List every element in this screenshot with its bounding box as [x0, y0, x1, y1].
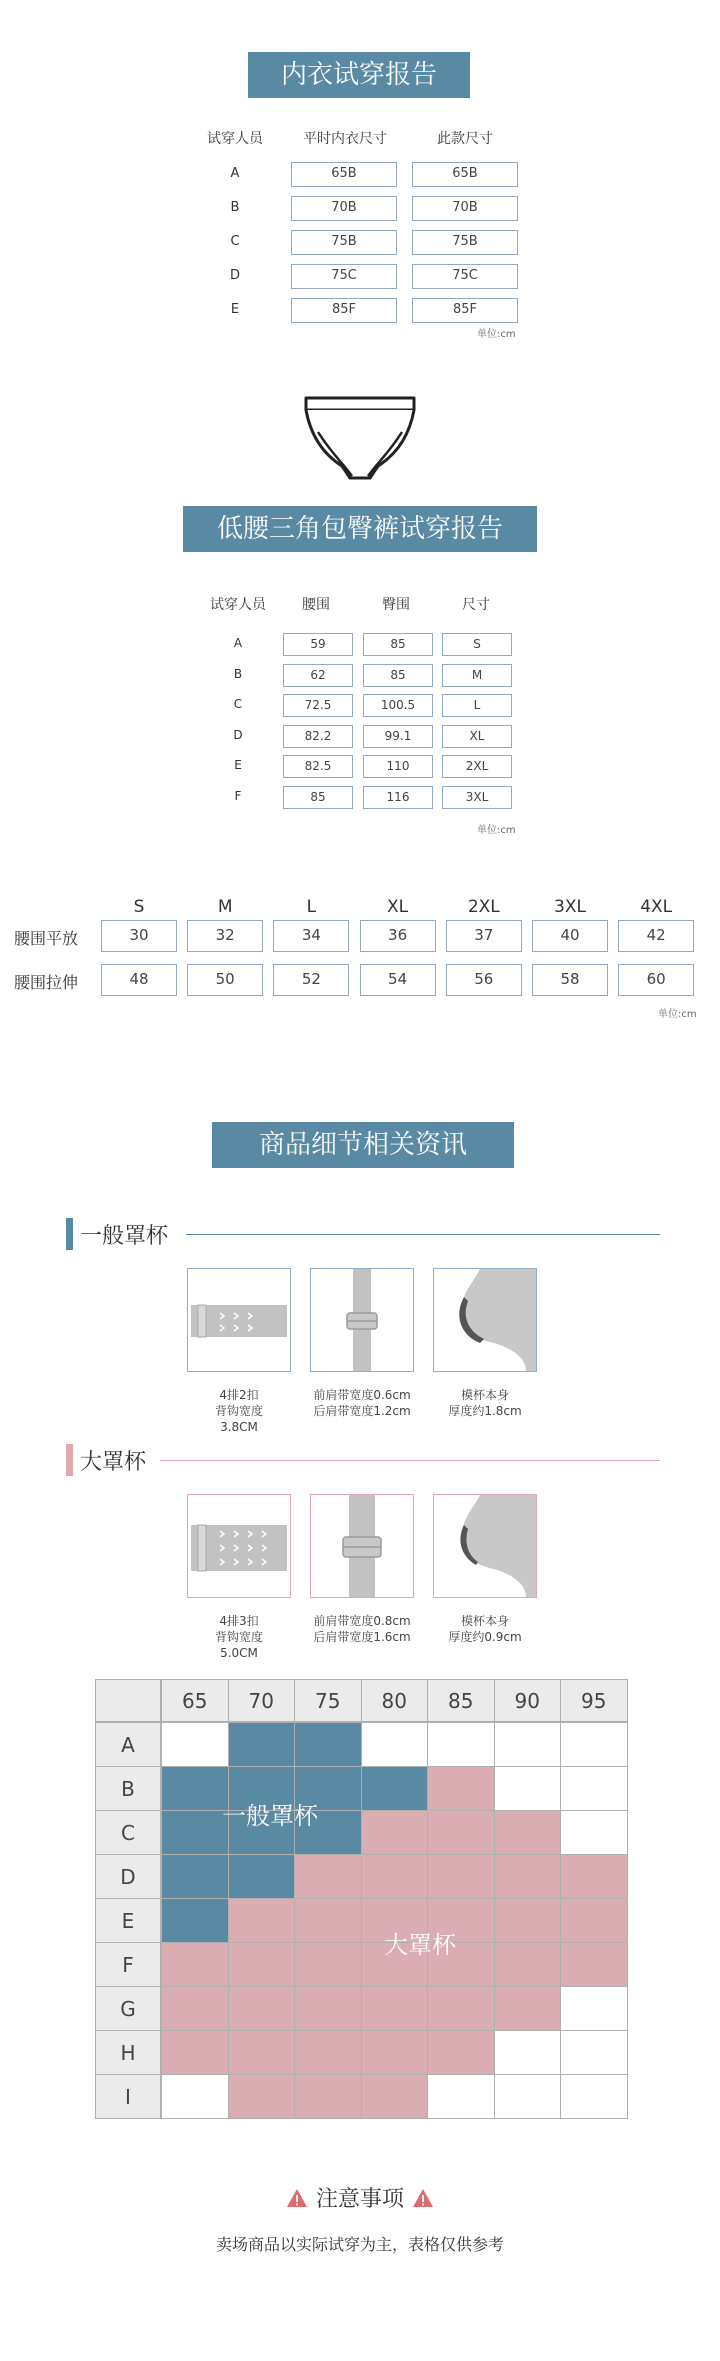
bra-unit: 单位:cm [477, 329, 516, 340]
grid-col-header: 75 [294, 1679, 362, 1722]
grid-cell-large-cup [228, 1942, 296, 1987]
grid-row-header: B [95, 1766, 161, 1811]
waist-size-header: 3XL [554, 897, 586, 917]
waist-size-header: S [133, 897, 145, 917]
grid-normal-label: 一般罩杯 [222, 1802, 318, 1830]
grid-cell-large-cup [294, 2074, 362, 2119]
large-hook-frame [187, 1494, 291, 1598]
grid-col-header: 85 [427, 1679, 495, 1722]
grid-cell-large-cup [361, 2074, 429, 2119]
details-title: 商品细节相关资讯 [258, 1130, 467, 1160]
panty-row-hip: 99.1 [363, 725, 433, 748]
panty-header-hip: 臀围 [382, 597, 410, 613]
grid-cell-large-cup [228, 2074, 296, 2119]
grid-cell-empty [161, 1722, 229, 1767]
grid-cell-empty [494, 1722, 562, 1767]
grid-cell-normal-cup [161, 1766, 229, 1811]
panty-row-tester: B [233, 666, 243, 681]
bra-row-usual: 65B [291, 162, 397, 187]
strap-icon [311, 1269, 413, 1371]
normal-cup-frame [433, 1268, 537, 1372]
large-hook-caption: 4排3扣 背钩宽度 5.0CM [214, 1614, 263, 1660]
grid-cell-large-cup [427, 1766, 495, 1811]
grid-cell-large-cup [494, 1854, 562, 1899]
panty-row-hip: 85 [363, 664, 433, 687]
panty-row-waist: 72.5 [283, 694, 353, 717]
bra-row-usual: 70B [291, 196, 397, 221]
panty-header-size: 尺寸 [462, 597, 490, 613]
grid-cell-normal-cup [161, 1854, 229, 1899]
panty-row-size: M [442, 664, 512, 687]
grid-col-header: 90 [494, 1679, 562, 1722]
large-cup-frame [433, 1494, 537, 1598]
notice-title: 注意事项 [315, 2187, 404, 2212]
grid-cell-large-cup [161, 2030, 229, 2075]
grid-cell-large-cup [294, 1942, 362, 1987]
grid-cell-large-cup [228, 2030, 296, 2075]
panty-row-tester: D [233, 727, 243, 742]
grid-row-header: H [95, 2030, 161, 2075]
panty-report-banner [183, 506, 537, 552]
grid-cell-large-cup [494, 1810, 562, 1855]
large-strap-frame [310, 1494, 414, 1598]
grid-cell-empty [427, 2074, 495, 2119]
warning-icon [412, 2188, 434, 2208]
grid-cell-normal-cup [161, 1898, 229, 1943]
panty-row-waist: 59 [283, 633, 353, 656]
grid-cell-empty [494, 2030, 562, 2075]
bra-row-tester: A [230, 166, 240, 181]
normal-strap-caption: 前肩带宽度0.6cm 后肩带宽度1.2cm [313, 1388, 411, 1418]
grid-col-header: 95 [560, 1679, 628, 1722]
grid-cell-large-cup [560, 1854, 628, 1899]
grid-cell-large-cup [294, 1898, 362, 1943]
normal-cup-caption: 模杯本身 厚度约1.8cm [448, 1388, 522, 1418]
bra-header-usual: 平时内衣尺寸 [303, 131, 387, 147]
panty-row-size: S [442, 633, 512, 656]
bra-header-this: 此款尺寸 [437, 131, 493, 147]
waist-size-header: L [306, 897, 317, 917]
panty-row-tester: C [233, 697, 243, 711]
panty-row-waist: 82.2 [283, 725, 353, 748]
waist-cell: 56 [446, 964, 522, 996]
waist-size-header: XL [387, 897, 409, 917]
grid-cell-normal-cup [294, 1722, 362, 1767]
grid-col-header: 70 [228, 1679, 296, 1722]
panty-row-tester: A [233, 636, 243, 650]
panty-row-hip: 85 [363, 633, 433, 656]
cup-profile-icon [434, 1495, 536, 1597]
large-cup-marker [66, 1444, 73, 1476]
normal-cup-title: 一般罩杯 [80, 1224, 169, 1249]
large-cup-divider [160, 1460, 660, 1461]
bra-row-tester: D [229, 268, 240, 283]
notice-title-row [0, 2182, 720, 2213]
waist-cell: 36 [360, 920, 436, 952]
grid-cell-large-cup [294, 1986, 362, 2031]
grid-cell-large-cup [560, 1942, 628, 1987]
grid-cell-large-cup [228, 1898, 296, 1943]
panty-header-tester: 试穿人员 [210, 597, 266, 613]
grid-cell-large-cup [560, 1898, 628, 1943]
waist-cell: 42 [618, 920, 694, 952]
waist-cell: 60 [618, 964, 694, 996]
waist-cell: 52 [273, 964, 349, 996]
grid-cell-empty [560, 1986, 628, 2031]
grid-cell-empty [361, 1722, 429, 1767]
details-banner [212, 1122, 514, 1168]
panty-unit: 单位:cm [477, 825, 516, 836]
waist-cell: 30 [101, 920, 177, 952]
bra-row-tester: E [230, 302, 240, 317]
grid-cell-large-cup [427, 1986, 495, 2031]
warning-icon [286, 2188, 308, 2208]
large-strap-caption: 前肩带宽度0.8cm 后肩带宽度1.6cm [313, 1614, 411, 1644]
hook-clasp-4x2-icon [188, 1269, 290, 1371]
normal-cup-marker [66, 1218, 73, 1250]
grid-cell-normal-cup [228, 1854, 296, 1899]
bra-row-tester: B [230, 200, 240, 215]
bra-report-title: 内衣试穿报告 [280, 60, 437, 90]
waist-size-header: 2XL [467, 897, 500, 917]
grid-cell-large-cup [361, 1986, 429, 2031]
large-cup-title: 大罩杯 [80, 1450, 147, 1475]
panty-row-size: 2XL [442, 755, 512, 778]
grid-cell-empty [560, 1722, 628, 1767]
grid-row-header: E [95, 1898, 161, 1943]
panty-row-waist: 85 [283, 786, 353, 809]
notice-text: 卖场商品以实际试穿为主，表格仅供参考 [215, 2235, 504, 2254]
grid-cell-large-cup [427, 2030, 495, 2075]
bra-row-this: 65B [412, 162, 518, 187]
grid-cell-large-cup [161, 1942, 229, 1987]
bra-row-this: 85F [412, 298, 518, 323]
grid-cell-empty [560, 1766, 628, 1811]
waist-cell: 34 [273, 920, 349, 952]
normal-cup-divider [186, 1234, 660, 1235]
waist-cell: 48 [101, 964, 177, 996]
waist-row-label: 腰围拉伸 [14, 973, 79, 992]
grid-cell-empty [494, 1766, 562, 1811]
grid-cell-empty [560, 2030, 628, 2075]
waist-row-label: 腰围平放 [14, 929, 79, 948]
waist-size-header: 4XL [640, 897, 673, 917]
grid-cell-large-cup [494, 1986, 562, 2031]
grid-row-header: I [95, 2074, 161, 2119]
grid-corner [95, 1679, 161, 1722]
grid-col-header: 80 [361, 1679, 429, 1722]
waist-cell: 32 [187, 920, 263, 952]
waist-size-header: M [217, 897, 233, 917]
panty-row-size: 3XL [442, 786, 512, 809]
panty-row-tester: F [234, 788, 242, 803]
bra-row-usual: 75B [291, 230, 397, 255]
panty-row-tester: E [234, 758, 242, 772]
panty-row-waist: 62 [283, 664, 353, 687]
grid-cell-large-cup [427, 1810, 495, 1855]
grid-cell-empty [161, 2074, 229, 2119]
bra-header-tester: 试穿人员 [207, 131, 263, 147]
grid-cell-large-cup [494, 1898, 562, 1943]
normal-strap-frame [310, 1268, 414, 1372]
grid-cell-large-cup [494, 1942, 562, 1987]
waist-cell: 54 [360, 964, 436, 996]
grid-cell-empty [494, 2074, 562, 2119]
bra-row-this: 70B [412, 196, 518, 221]
large-cup-caption: 模杯本身 厚度约0.9cm [448, 1614, 522, 1644]
panty-row-size: L [442, 694, 512, 717]
grid-cell-large-cup [294, 1854, 362, 1899]
bra-row-this: 75C [412, 264, 518, 289]
grid-col-header: 65 [161, 1679, 229, 1722]
waist-cell: 50 [187, 964, 263, 996]
bra-row-usual: 85F [291, 298, 397, 323]
grid-cell-empty [427, 1722, 495, 1767]
grid-cell-normal-cup [361, 1766, 429, 1811]
bra-report-banner [248, 52, 470, 98]
panty-row-size: XL [442, 725, 512, 748]
grid-cell-large-cup [361, 1810, 429, 1855]
grid-cell-normal-cup [161, 1810, 229, 1855]
normal-hook-caption: 4排2扣 背钩宽度 3.8CM [214, 1388, 263, 1434]
panty-row-hip: 100.5 [363, 694, 433, 717]
grid-cell-large-cup [294, 2030, 362, 2075]
grid-cell-normal-cup [228, 1722, 296, 1767]
grid-cell-large-cup [228, 1986, 296, 2031]
grid-row-header: C [95, 1810, 161, 1855]
grid-row-header: D [95, 1854, 161, 1899]
waist-cell: 58 [532, 964, 608, 996]
waist-unit: 单位:cm [658, 1009, 697, 1020]
grid-row-header: A [95, 1722, 161, 1767]
panty-header-waist: 腰围 [302, 597, 330, 613]
grid-cell-empty [560, 1810, 628, 1855]
panty-row-hip: 116 [363, 786, 433, 809]
underwear-icon [298, 392, 422, 486]
grid-cell-empty [560, 2074, 628, 2119]
grid-large-label: 大罩杯 [384, 1931, 456, 1959]
panty-report-title: 低腰三角包臀裤试穿报告 [216, 514, 503, 544]
grid-cell-large-cup [361, 1854, 429, 1899]
grid-row-header: F [95, 1942, 161, 1987]
panty-row-waist: 82.5 [283, 755, 353, 778]
grid-cell-large-cup [427, 1854, 495, 1899]
grid-cell-large-cup [161, 1986, 229, 2031]
normal-hook-frame [187, 1268, 291, 1372]
bra-row-tester: C [230, 234, 240, 249]
waist-cell: 40 [532, 920, 608, 952]
waist-cell: 37 [446, 920, 522, 952]
grid-row-header: G [95, 1986, 161, 2031]
panty-row-hip: 110 [363, 755, 433, 778]
grid-cell-large-cup [361, 2030, 429, 2075]
cup-profile-icon [434, 1269, 536, 1371]
hook-clasp-4x3-icon [188, 1495, 290, 1597]
bra-row-this: 75B [412, 230, 518, 255]
strap-icon [311, 1495, 413, 1597]
bra-row-usual: 75C [291, 264, 397, 289]
